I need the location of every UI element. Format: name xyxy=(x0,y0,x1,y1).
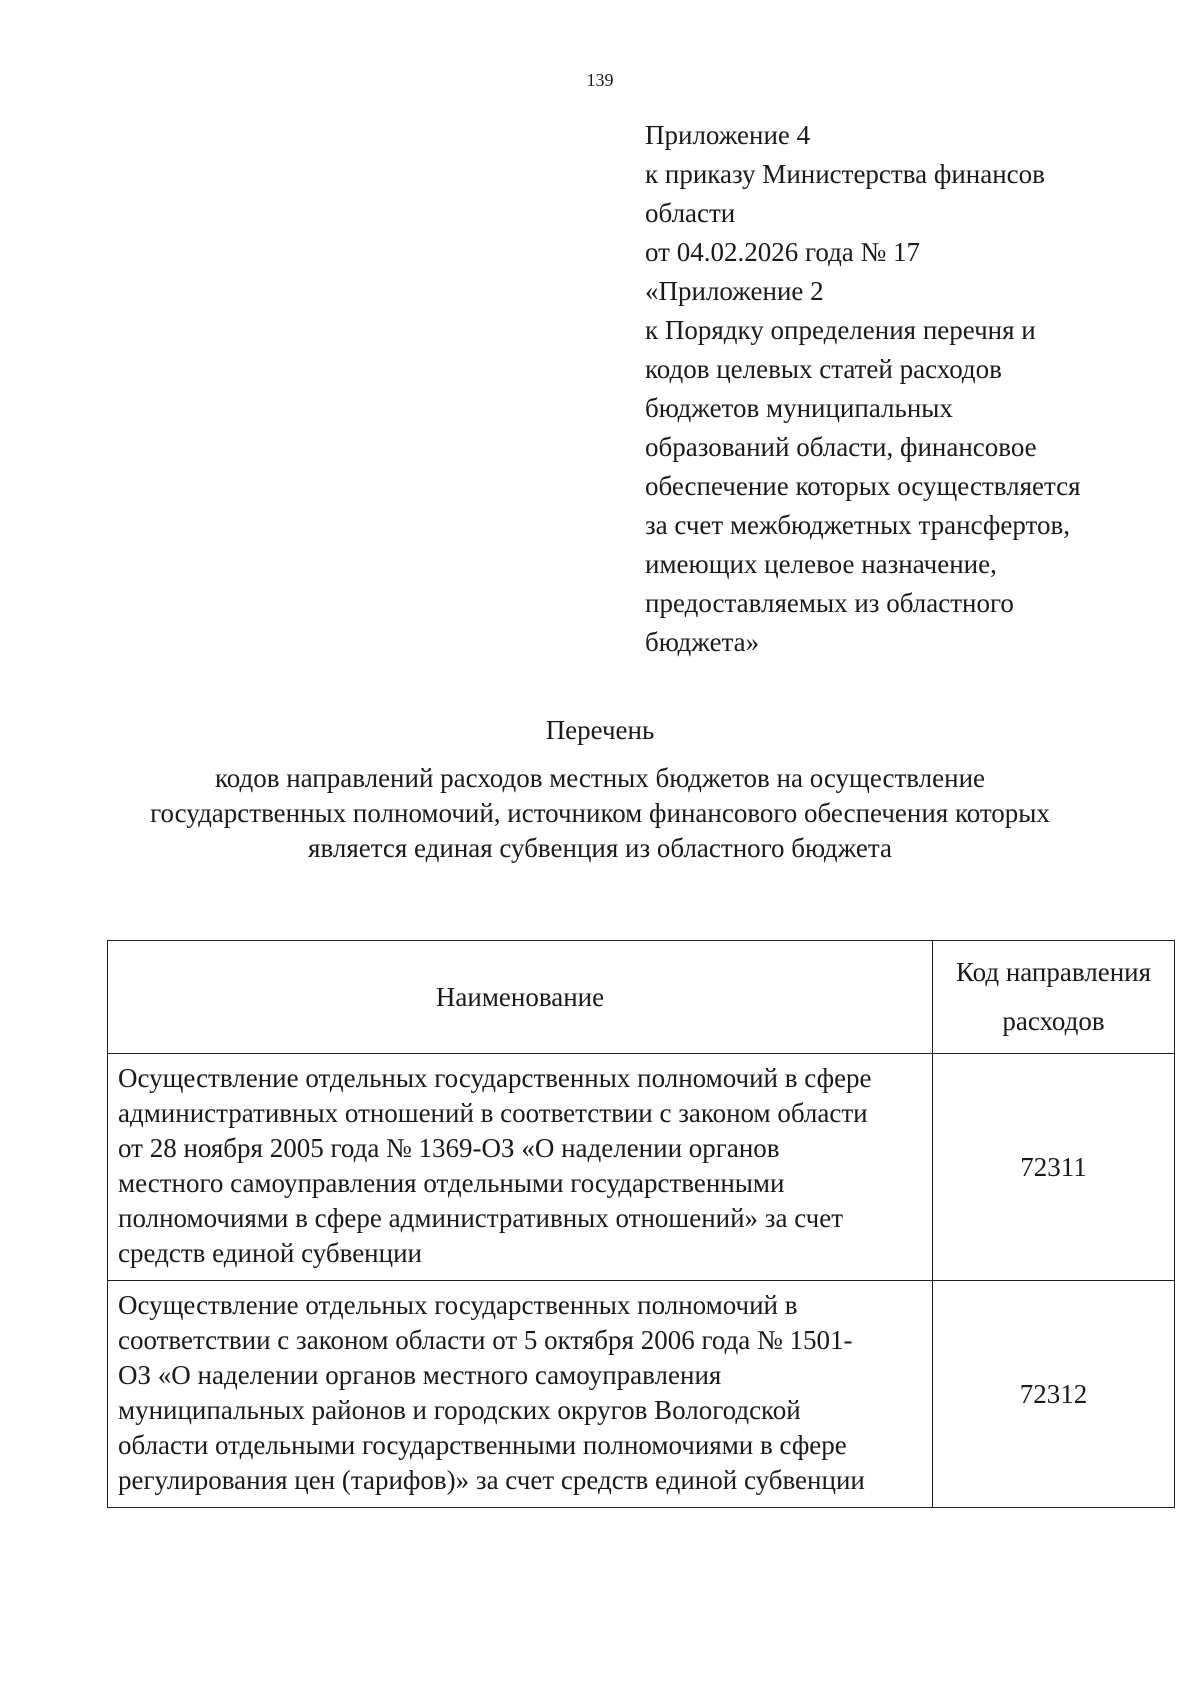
row-name-line: муниципальных районов и городских округов Вологодской xyxy=(118,1395,801,1425)
appendix-line: бюджетов муниципальных xyxy=(645,393,953,423)
table-row xyxy=(108,1281,1175,1508)
table-row xyxy=(108,1054,1175,1281)
subtitle-line: является единая субвенция из областного бюджета xyxy=(308,833,892,863)
table-header-row xyxy=(108,941,1175,1054)
row-name-line: Осуществление отдельных государственных полномочий в xyxy=(118,1290,798,1320)
header-code-line: Код направления xyxy=(955,957,1152,987)
appendix-line: за счет межбюджетных трансфертов, xyxy=(645,510,1070,540)
appendix-line: от 04.02.2026 года № 17 xyxy=(645,237,921,267)
document-subtitle xyxy=(100,761,1100,866)
document-title: Перечень xyxy=(545,715,655,745)
row-name-line: от 28 ноября 2005 года № 1369-ОЗ «О наделении органов xyxy=(118,1133,780,1163)
row-code: 72312 xyxy=(933,1281,1175,1508)
row-code: 72311 xyxy=(933,1054,1175,1281)
row-name-line: полномочиями в сфере административных отношений» за счет xyxy=(118,1203,844,1233)
appendix-line: области xyxy=(645,198,736,228)
subtitle-line: кодов направлений расходов местных бюджетов на осуществление xyxy=(214,763,985,793)
header-code-line: расходов xyxy=(1002,1006,1105,1036)
row-name-line: средств единой субвенции xyxy=(118,1238,422,1268)
row-name-line: местного самоуправления отдельными государственными xyxy=(118,1168,785,1198)
header-code xyxy=(933,941,1175,1054)
appendix-line: к приказу Министерства финансов xyxy=(645,159,1045,189)
row-name-line: административных отношений в соответствии с законом области xyxy=(118,1098,868,1128)
appendix-line: кодов целевых статей расходов xyxy=(645,354,1002,384)
appendix-line: Приложение 4 xyxy=(645,120,811,150)
row-name-line: соответствии с законом области от 5 октября 2006 года № 1501- xyxy=(118,1325,853,1355)
row-name xyxy=(108,1054,933,1281)
expense-codes-table xyxy=(107,940,1175,1508)
row-name-line: области отдельными государственными полномочиями в сфере xyxy=(118,1430,847,1460)
appendix-line: имеющих целевое назначение, xyxy=(645,549,997,579)
row-name-line: регулирования цен (тарифов)» за счет средств единой субвенции xyxy=(118,1465,865,1495)
appendix-line: предоставляемых из областного xyxy=(645,588,1014,618)
row-name-line: ОЗ «О наделении органов местного самоуправления xyxy=(118,1360,722,1390)
appendix-header xyxy=(645,116,1145,662)
row-name-line: Осуществление отдельных государственных полномочий в сфере xyxy=(118,1063,872,1093)
appendix-line: обеспечение которых осуществляется xyxy=(645,471,1081,501)
appendix-line: к Порядку определения перечня и xyxy=(645,315,1036,345)
subtitle-line: государственных полномочий, источником финансового обеспечения которых xyxy=(150,798,1050,828)
appendix-line: «Приложение 2 xyxy=(645,276,824,306)
row-name xyxy=(108,1281,933,1508)
header-name: Наименование xyxy=(108,941,933,1054)
page-number: 139 xyxy=(586,70,614,90)
appendix-line: бюджета» xyxy=(645,627,760,657)
appendix-line: образований области, финансовое xyxy=(645,432,1037,462)
